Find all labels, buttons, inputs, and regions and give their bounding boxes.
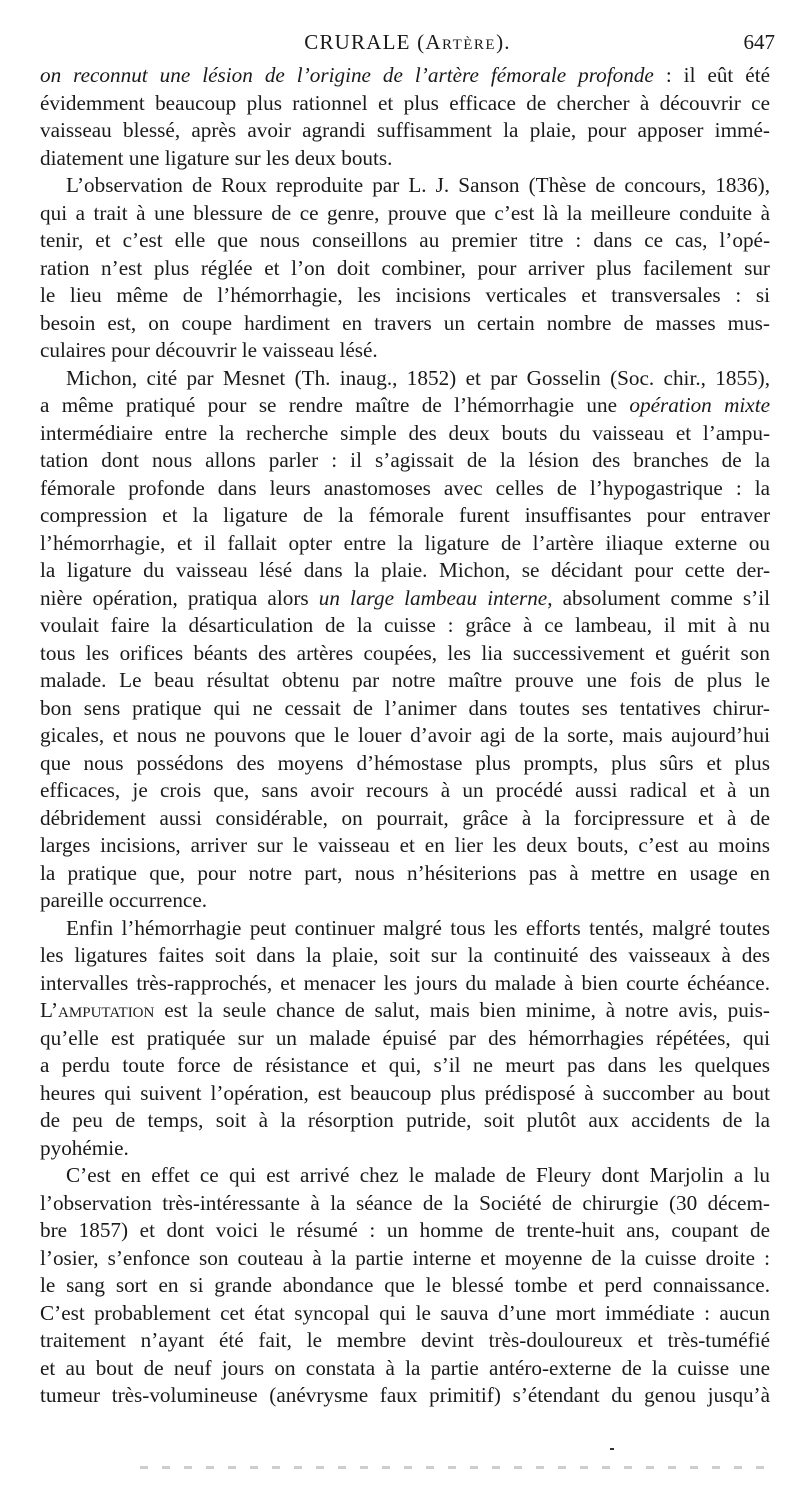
italic-phrase: on reconnut une lésion de l’origine de l’artère fémorale profonde <box>40 63 654 87</box>
text-line: Michon, cité par Mesnet (Th. inaug., 1852) et par Gosselin (Soc. chir., 1855), <box>66 365 770 390</box>
running-title <box>40 30 775 55</box>
text-line: tenir, et c’est elle que nous conseillons au premier titre : dans ce cas, l’opé- <box>40 228 770 252</box>
text-line: qu’elle est pratiquée sur un malade épuisé par des hémorrhagies répétées, qui <box>40 1025 770 1050</box>
text-line: on reconnut une lésion de l’origine de l’artère fémorale profonde : il eût été <box>40 63 770 87</box>
text-line: pareille occurrence. <box>40 888 208 912</box>
text-line: L’observation de Roux reproduite par L. J. Sanson (Thèse de concours, 1836), <box>66 173 770 197</box>
text-line: l’observation très-intéressante à la séance de la Société de chirurgie (30 décem- <box>40 1190 770 1215</box>
text-line: gicales, et nous ne pouvons que le louer d’avoir agi de la sorte, mais aujourd’hui <box>40 723 770 747</box>
text-line: intervalles très-rapprochés, et menacer les jours du malade à bien courte échéance. <box>40 970 770 995</box>
text-line: fémorale profonde dans leurs anastomoses avec celles de l’hypogastrique : la <box>40 475 770 500</box>
text-line: traitement n’ayant été fait, le membre devint très-douloureux et très-tuméfié <box>40 1328 770 1352</box>
body-text <box>40 62 770 1410</box>
running-title-sub: Artère <box>425 30 497 54</box>
paragraph-2 <box>40 172 770 365</box>
text-line: intermédiaire entre la recherche simple des deux bouts du vaisseau et l’ampu- <box>40 420 770 445</box>
paragraph-1 <box>40 62 770 172</box>
text-line: voulait faire la désarticulation de la cuisse : grâce à ce lambeau, il mit à nu <box>40 613 770 637</box>
italic-phrase: un large lambeau interne <box>318 585 548 610</box>
text-line: évidemment beaucoup plus rationnel et plus efficace de chercher à découvrir ce <box>40 90 770 115</box>
running-title-paren-close: ). <box>496 30 511 54</box>
text-line: la ligature du vaisseau lésé dans la plaie. Michon, se décidant pour cette der- <box>40 558 770 582</box>
text-line: L’amputation est la seule chance de salut, mais bien minime, à notre avis, puis- <box>40 998 770 1022</box>
running-title-main: CRURALE <box>304 30 411 54</box>
text-line: ration n’est plus réglée et l’on doit combiner, pour arriver plus facilement sur <box>40 255 770 280</box>
footer-dot <box>610 1448 614 1450</box>
bleed-through-strip <box>140 1466 770 1469</box>
text-line: C’est probablement cet état syncopal qui le sauva d’une mort immédiate : aucun <box>40 1300 770 1325</box>
text-line: tous les orifices béants des artères coupées, les lia successivement et guérit son <box>40 640 770 665</box>
text-line: que nous possédons des moyens d’hémostase plus prompts, plus sûrs et plus <box>40 750 770 775</box>
text-line: a même pratiqué pour se rendre maître de l’hémorrhagie une opération mixte <box>40 393 770 417</box>
text-line: compression et la ligature de la fémorale furent insuffisantes pour entraver <box>40 503 770 527</box>
text-line: bre 1857) et dont voici le résumé : un homme de trente-huit ans, coupant de <box>40 1218 770 1242</box>
text-line: culaires pour découvrir le vaisseau lésé. <box>40 338 378 362</box>
italic-phrase: opération mixte <box>629 393 770 417</box>
running-title-paren-open: ( <box>417 30 426 54</box>
paragraph-5 <box>40 1162 770 1410</box>
text-line: heures qui suivent l’opération, est beaucoup plus prédisposé à succomber au bout <box>40 1080 770 1105</box>
paragraph-4 <box>40 915 770 1163</box>
text-line: Enfin l’hémorrhagie peut continuer malgré tous les efforts tentés, malgré toutes <box>66 915 770 940</box>
text-line: a perdu toute force de résistance et qui, s’il ne meurt pas dans les quelques <box>40 1053 770 1077</box>
text-line: malade. Le beau résultat obtenu par notre maître prouve une fois de plus le <box>40 668 770 692</box>
running-header <box>40 30 775 60</box>
text-line: l’hémorrhagie, et il fallait opter entre la ligature de l’artère iliaque externe ou <box>40 530 770 555</box>
paragraph-3 <box>40 365 770 915</box>
text-line: et au bout de neuf jours on constata à la partie antéro-externe de la cuisse une <box>40 1355 770 1380</box>
text-line: larges incisions, arriver sur le vaisseau et en lier les deux bouts, c’est au moins <box>40 833 770 857</box>
text-line: de peu de temps, soit à la résorption putride, soit plutôt aux accidents de la <box>40 1108 770 1132</box>
text-line: le sang sort en si grande abondance que le blessé tombe et perd connaissance. <box>40 1273 770 1297</box>
text-line: bon sens pratique qui ne cessait de l’animer dans toutes ses tentatives chirur- <box>40 695 770 720</box>
text-line: l’osier, s’enfonce son couteau à la partie interne et moyenne de la cuisse droite : <box>40 1245 770 1270</box>
page-number: 647 <box>743 30 775 54</box>
text-line: vaisseau blessé, après avoir agrandi suffisamment la plaie, pour apposer immé- <box>40 118 770 142</box>
text-line: diatement une ligature sur les deux bouts. <box>40 145 393 170</box>
text-line: C’est en effet ce qui est arrivé chez le malade de Fleury dont Marjolin a lu <box>66 1163 770 1187</box>
text-line: pyohémie. <box>40 1135 129 1160</box>
text-line: nière opération, pratiqua alors un large lambeau interne, absolument comme s’il <box>40 585 770 610</box>
text-line: la pratique que, pour notre part, nous n’hésiterions pas à mettre en usage en <box>40 860 770 885</box>
text-line: débridement aussi considérable, on pourrait, grâce à la forcipressure et à de <box>40 805 770 830</box>
text-line: besoin est, on coupe hardiment en travers un certain nombre de masses mus- <box>40 310 770 335</box>
small-caps-term: L’amputation <box>40 998 155 1022</box>
text-line: qui a trait à une blessure de ce genre, prouve que c’est là la meilleure conduite à <box>40 200 770 225</box>
text-line: les ligatures faites soit dans la plaie, soit sur la continuité des vaisseaux à des <box>40 943 770 967</box>
text-line: le lieu même de l’hémorrhagie, les incisions verticales et transversales : si <box>40 283 770 307</box>
text-line: efficaces, je crois que, sans avoir recours à un procédé aussi radical et à un <box>40 778 770 802</box>
text-line: tumeur très-volumineuse (anévrysme faux primitif) s’étendant du genou jusqu’à <box>40 1383 770 1407</box>
text-line: tation dont nous allons parler : il s’agissait de la lésion des branches de la <box>40 448 770 472</box>
